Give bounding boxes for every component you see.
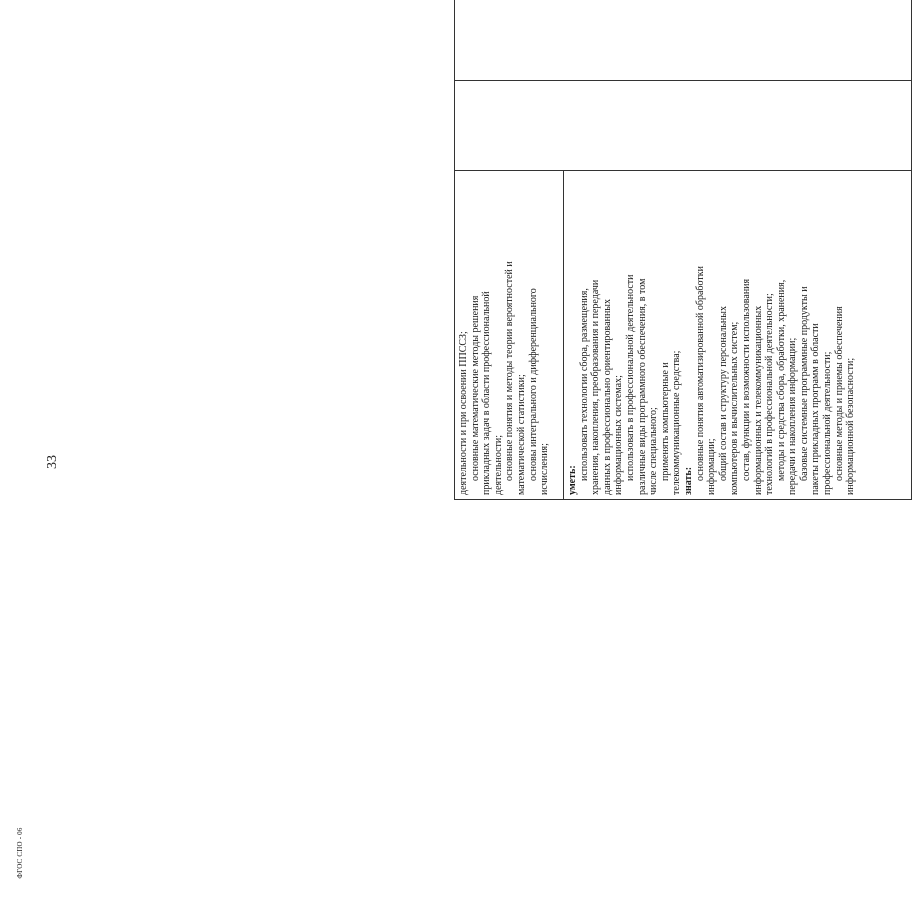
curriculum-table xyxy=(454,0,912,500)
text-line: применять компьютерные и xyxy=(659,362,671,481)
cell-math-knowledge xyxy=(455,171,564,499)
text-line: методы и средства сбора, обработки, хранения, xyxy=(775,279,787,481)
text-line: данных в профессионально ориентированных xyxy=(601,298,613,495)
text-line: прикладных задач в области профессиональной xyxy=(481,291,493,495)
text-line: основные методы и приемы обеспечения xyxy=(833,306,845,481)
text-line: базовые системные программные продукты и xyxy=(798,286,810,481)
text-line: основы интегрального и дифференциального xyxy=(527,288,539,481)
text-line: основные понятия автоматизированной обработки xyxy=(694,266,706,481)
text-line: передачи и накопления информации; xyxy=(787,337,799,495)
text-line: компьютеров и вычислительных систем; xyxy=(729,321,741,495)
text-line: числе специального; xyxy=(648,407,660,495)
text-line: использовать в профессиональной деятельности xyxy=(624,274,636,481)
knowledge-heading: знать: xyxy=(682,466,694,495)
text-line: общий состав и структуру персональных xyxy=(717,306,729,481)
text-line: информационных и телекоммуникационных xyxy=(752,305,764,495)
text-line: пакеты прикладных программ в области xyxy=(810,323,822,495)
text-line: деятельности и при освоении ППССЗ; xyxy=(458,331,469,495)
cell-it-requirements xyxy=(564,171,860,499)
text-line: основные понятия и методы теории вероятностей и xyxy=(504,261,516,481)
text-line: математической статистики; xyxy=(515,374,527,495)
page-number: 33 xyxy=(45,455,60,469)
column-requirements xyxy=(455,170,911,499)
column-hours-max xyxy=(455,80,911,170)
text-line: информационной безопасности; xyxy=(845,357,857,495)
text-line: технологий в профессиональной деятельности; xyxy=(764,293,776,495)
page-footer: ФГОС СПО - 06 xyxy=(16,827,24,879)
text-line: исчисления; xyxy=(539,443,551,495)
skills-heading: уметь: xyxy=(567,465,578,495)
text-line: профессиональной деятельности; xyxy=(822,351,834,495)
text-line: различные виды программного обеспечения, в том xyxy=(636,278,648,495)
text-line: информации; xyxy=(706,438,718,495)
text-line: хранения, накопления, преобразования и передачи xyxy=(590,279,602,495)
text-line: информационных системах; xyxy=(613,375,625,495)
text-line: телекоммуникационные средства; xyxy=(671,350,683,495)
column-hours-required xyxy=(455,0,911,80)
text-line: использовать технологии сбора, размещения, xyxy=(578,288,590,481)
rotated-table-frame xyxy=(72,42,857,882)
text-line: состав, функции и возможности использования xyxy=(740,278,752,481)
text-line: деятельности; xyxy=(492,434,504,495)
text-line: основные математические методы решения xyxy=(469,295,481,481)
